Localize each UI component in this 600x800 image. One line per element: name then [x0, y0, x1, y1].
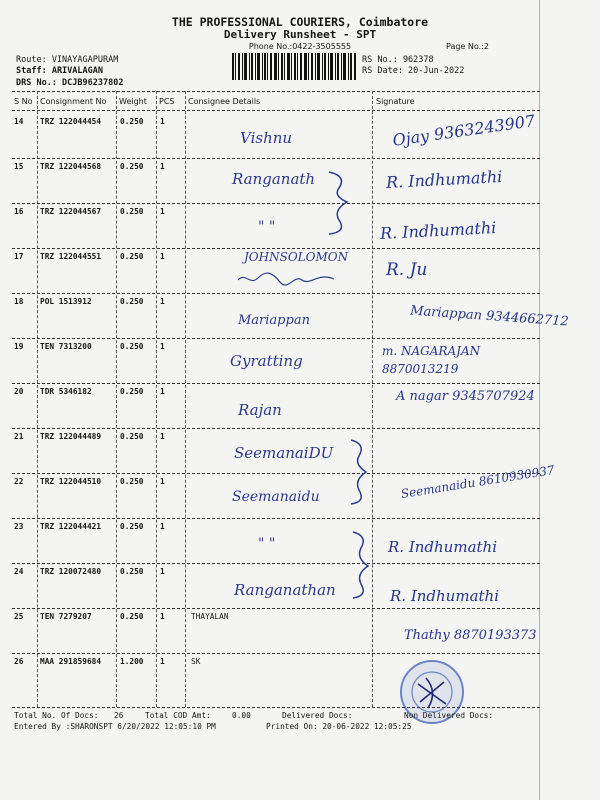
row-consignment: TRZ 122044568 [40, 162, 102, 171]
delivered-docs-label: Delivered Docs: [282, 711, 353, 720]
row-signature: R. Indhumathi [388, 538, 497, 556]
total-docs-value: 26 [114, 711, 124, 720]
row-weight: 0.250 [120, 252, 144, 261]
row-signature: R. Indhumathi [385, 166, 503, 193]
drs-number: DRS No.: DCJB96237802 [16, 78, 124, 88]
header-rule-bottom [12, 110, 540, 111]
row-consignment: TEN 7279207 [40, 612, 92, 621]
row-pcs: 1 [160, 117, 165, 126]
row-sno: 22 [14, 477, 24, 486]
table-row [0, 428, 600, 473]
table-row [0, 518, 600, 563]
handwritten-brace [350, 528, 374, 602]
row-consignment: TRZ 122044551 [40, 252, 102, 261]
row-consignee-handwritten: JOHNSOLOMON [244, 250, 349, 264]
row-sno: 16 [14, 207, 24, 216]
row-sno: 19 [14, 342, 24, 351]
row-consignee-printed: THAYALAN [191, 612, 229, 621]
row-signature: m. NAGARAJAN 8870013219 [382, 344, 481, 376]
row-consignee-handwritten: Ranganath [232, 170, 316, 188]
row-sno: 26 [14, 657, 24, 666]
row-consignment: TRZ 122044510 [40, 477, 102, 486]
table-row [0, 293, 600, 338]
row-consignee-handwritten: Mariappan [238, 313, 310, 328]
row-pcs: 1 [160, 432, 165, 441]
table-row [0, 653, 600, 703]
row-pcs: 1 [160, 387, 165, 396]
col-header-consignment: Consignment No [40, 97, 107, 106]
row-consignment: TRZ 120072480 [40, 567, 102, 576]
row-consignee-printed: SK [191, 657, 201, 666]
printed-on: Printed On: 20-06-2022 12:05:25 [266, 722, 412, 731]
col-header-sno: S No [14, 97, 33, 106]
row-signature: Mariappan 9344662712 [409, 303, 570, 330]
total-cod-value: 0.00 [232, 711, 251, 720]
row-consignment: TEN 7313200 [40, 342, 92, 351]
row-pcs: 1 [160, 567, 165, 576]
row-signature: R. Indhumathi [390, 587, 499, 605]
row-weight: 0.250 [120, 342, 144, 351]
row-sno: 25 [14, 612, 24, 621]
row-pcs: 1 [160, 522, 165, 531]
runsheet-subtitle: Delivery Runsheet - SPT [223, 28, 377, 41]
row-signature: Ojay 9363243907 [391, 111, 537, 150]
non-delivered-docs-label: Non Delivered Docs: [404, 711, 494, 720]
col-header-signature: Signature [376, 97, 415, 106]
barcode [232, 53, 356, 80]
row-weight: 0.250 [120, 567, 144, 576]
row-consignee-handwritten: Rajan [238, 401, 282, 419]
row-signature: R. Indhumathi [379, 217, 497, 244]
row-weight: 1.200 [120, 657, 144, 666]
phone-number: Phone No.:0422-3505555 [248, 42, 352, 51]
rs-number: RS No.: 962378 [362, 55, 434, 65]
row-signature: Seemanaidu 8610930937 [399, 462, 556, 502]
footer-rule [12, 707, 540, 708]
row-pcs: 1 [160, 612, 165, 621]
row-consignee-handwritten: Vishnu [240, 129, 293, 147]
row-weight: 0.250 [120, 207, 144, 216]
table-row [0, 158, 600, 203]
row-consignee-handwritten: Seemanaidu [232, 489, 320, 505]
row-signature: R. Ju [386, 260, 428, 280]
col-header-consignee: Consignee Details [188, 97, 261, 106]
row-weight: 0.250 [120, 432, 144, 441]
row-sno: 21 [14, 432, 24, 441]
row-consignee-handwritten: Ranganathan [234, 581, 336, 599]
row-consignee-handwritten: " " [258, 536, 276, 552]
col-header-weight: Weight [119, 97, 147, 106]
table-row [0, 608, 600, 653]
table-row [0, 203, 600, 248]
row-pcs: 1 [160, 477, 165, 486]
row-pcs: 1 [160, 342, 165, 351]
table-row [0, 338, 600, 383]
entered-by: Entered By :SHARONSPT 6/20/2022 12:05:10 PM [14, 722, 216, 731]
row-consignment: TRZ 122044421 [40, 522, 102, 531]
handwritten-brace [348, 436, 372, 508]
row-sno: 17 [14, 252, 24, 261]
row-weight: 0.250 [120, 477, 144, 486]
row-consignee-handwritten: Gyratting [230, 352, 303, 370]
header-rule-top [12, 91, 540, 92]
table-row [0, 113, 600, 158]
scribble [236, 270, 336, 286]
row-sno: 20 [14, 387, 24, 396]
row-sno: 24 [14, 567, 24, 576]
row-pcs: 1 [160, 657, 165, 666]
row-consignment: POL 1513912 [40, 297, 92, 306]
page-number: Page No.:2 [446, 42, 489, 51]
row-sno: 18 [14, 297, 24, 306]
table-row [0, 563, 600, 608]
col-header-pcs: PCS [159, 97, 175, 106]
row-consignee-handwritten: " " [258, 219, 276, 235]
row-consignment: TRZ 122044567 [40, 207, 102, 216]
row-consignment: MAA 291859684 [40, 657, 102, 666]
rs-date: RS Date: 20-Jun-2022 [362, 66, 465, 76]
row-sno: 14 [14, 117, 24, 126]
handwritten-brace [325, 168, 355, 238]
staff: Staff: ARIVALAGAN [16, 66, 103, 76]
row-pcs: 1 [160, 207, 165, 216]
row-weight: 0.250 [120, 297, 144, 306]
total-cod-label: Total COD Amt: [145, 711, 211, 720]
total-docs-label: Total No. Of Docs: [14, 711, 99, 720]
row-consignment: TRZ 122044454 [40, 117, 102, 126]
row-weight: 0.250 [120, 522, 144, 531]
row-pcs: 1 [160, 252, 165, 261]
table-row [0, 383, 600, 428]
row-signature: A nagar 9345707924 [396, 389, 535, 404]
row-weight: 0.250 [120, 387, 144, 396]
row-pcs: 1 [160, 162, 165, 171]
row-weight: 0.250 [120, 117, 144, 126]
row-sno: 23 [14, 522, 24, 531]
row-weight: 0.250 [120, 162, 144, 171]
row-consignment: TRZ 122044489 [40, 432, 102, 441]
table-row [0, 462, 600, 518]
row-signature: Thathy 8870193373 [404, 628, 537, 643]
row-consignment: TDR 5346182 [40, 387, 92, 396]
route: Route: VINAYAGAPURAM [16, 55, 119, 65]
row-sno: 15 [14, 162, 24, 171]
row-consignee-handwritten: SeemanaiDU [234, 444, 334, 462]
company-title: THE PROFESSIONAL COURIERS, Coimbatore [171, 15, 429, 29]
row-pcs: 1 [160, 297, 165, 306]
row-weight: 0.250 [120, 612, 144, 621]
